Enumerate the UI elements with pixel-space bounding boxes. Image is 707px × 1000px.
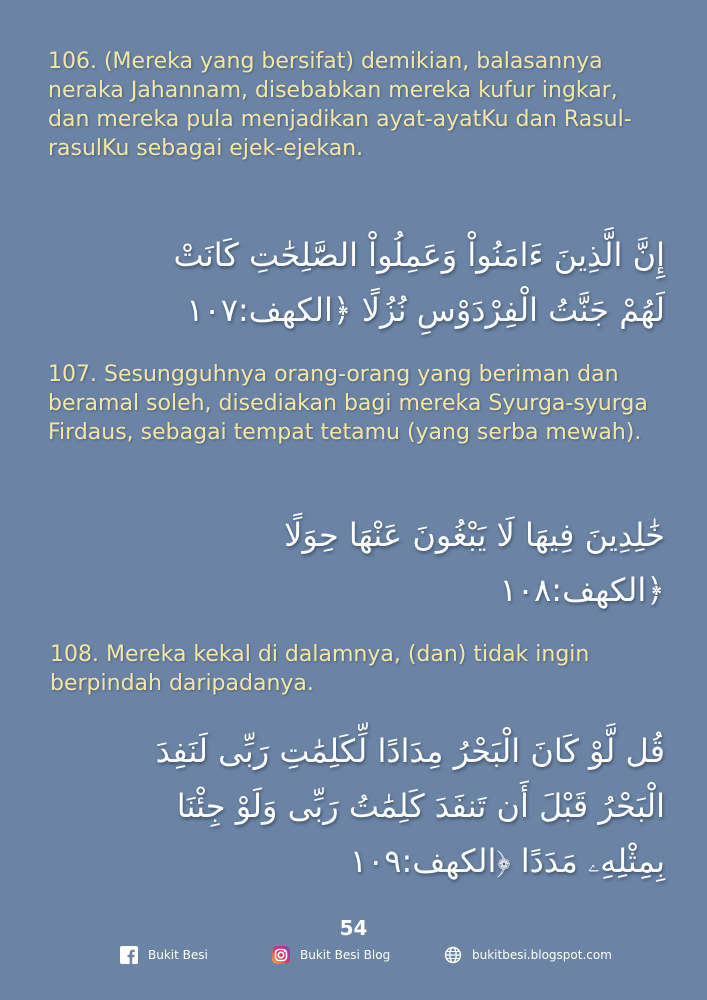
page-number: 54 [339, 916, 368, 940]
arabic-line: الْبَحْرُ قَبْلَ أَن تَنفَدَ كَلِمَٰتُ رَبِّى وَلَوْ جِئْنَا [176, 787, 665, 825]
arabic-line: بِمِثْلِهِۦ مَدَدًا ﴿الكهف:١٠٩ [349, 842, 665, 880]
translation-107: 107. Sesungguhnya orang-orang yang beriman dan beramal soleh, disediakan bagi mereka Syurga-syurga Firdaus, sebagai tempat tetamu (yang serba mewah). [48, 362, 648, 445]
arabic-verse-109 [45, 724, 665, 889]
footer [0, 944, 707, 968]
arabic-line: لَهُمْ جَنَّتُ الْفِرْدَوْسِ نُزُلًا ﴿الكهف:١٠٧ [186, 291, 665, 329]
arabic-line: خَٰلِدِينَ فِيهَا لَا يَبْغُونَ عَنْهَا حِوَلًا [284, 516, 665, 554]
instagram-label: Bukit Besi Blog [300, 948, 391, 962]
facebook-label: Bukit Besi [148, 948, 208, 962]
arabic-verse-108 [45, 508, 665, 618]
globe-icon [444, 946, 462, 964]
translation-106: 106. (Mereka yang bersifat) demikian, balasannya neraka Jahannam, disebabkan mereka kufur ingkar, dan mereka pula menjadikan ayat-ayatKu dan Rasul-rasulKu sebagai ejek-ejekan. [48, 49, 632, 161]
website-label: bukitbesi.blogspot.com [472, 948, 612, 962]
footer-instagram[interactable] [272, 944, 390, 966]
footer-website[interactable] [444, 944, 612, 966]
arabic-line: ﴿الكهف:١٠٨ [499, 571, 665, 609]
footer-facebook[interactable] [120, 944, 208, 966]
translation-108: 108. Mereka kekal di dalamnya, (dan) tidak ingin berpindah daripadanya. [50, 642, 590, 696]
instagram-icon [272, 946, 290, 964]
facebook-icon [120, 946, 138, 964]
arabic-verse-107 [45, 228, 665, 338]
arabic-line: قُل لَّوْ كَانَ الْبَحْرُ مِدَادًا لِّكَلِمَٰتِ رَبِّى لَنَفِدَ [155, 732, 665, 770]
arabic-line: إِنَّ الَّذِينَ ءَامَنُواْ وَعَمِلُواْ الصَّلِحَٰتِ كَانَتْ [173, 236, 665, 274]
